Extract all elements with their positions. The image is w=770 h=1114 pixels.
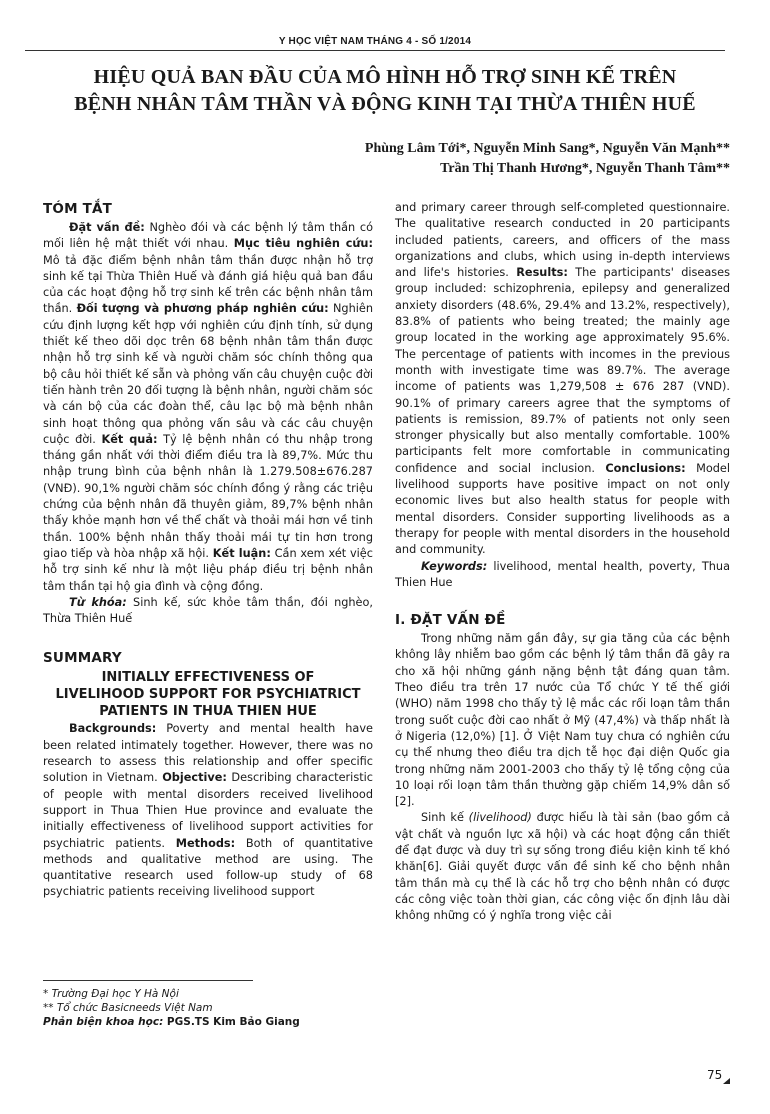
footnote-affiliation-2: ** Tổ chức Basicneeds Việt Nam	[43, 1002, 213, 1014]
english-title-line-2: LIVELIHOOD SUPPORT FOR PSYCHIATRICT	[55, 687, 361, 703]
label-muc-tieu: Mục tiêu nghiên cứu:	[233, 237, 373, 251]
tom-tat-heading: TÓM TẮT	[43, 201, 113, 217]
label-results: Results:	[516, 266, 568, 280]
summary-abstract-part-2	[395, 200, 730, 559]
authors-line-1: Phùng Lâm Tới*, Nguyễn Minh Sang*, Nguyễn Văn Mạnh**	[364, 141, 730, 156]
para2-italic-term: (livelihood)	[468, 811, 532, 825]
article-title-line-2: BỆNH NHÂN TÂM THẦN VÀ ĐỘNG KINH TẠI THỪA THIÊN HUẾ	[74, 93, 696, 115]
english-title	[43, 669, 373, 720]
label-ket-luan: Kết luận:	[212, 546, 271, 560]
summary-heading: SUMMARY	[43, 650, 122, 667]
running-header	[25, 34, 725, 54]
label-backgrounds: Backgrounds:	[69, 722, 157, 736]
article-title-line-1: HIỆU QUẢ BAN ĐẦU CỦA MÔ HÌNH HỖ TRỢ SINH KẾ TRÊN	[93, 66, 677, 88]
text-methods-left: Both of quantitative methods and qualitative method are using. The quantitative research used follow-up study of 68 psychiatric patients receiving livelihood support	[43, 836, 373, 899]
english-title-line-1: INITIALLY EFFECTIVENESS OF	[101, 670, 315, 686]
text-keywords: livelihood, mental health, poverty, Thua Thien Hue	[395, 559, 730, 589]
text-conclusions: Model livelihood supports have positive impact on not only economic lives but also health status for people with mental disorders. Consider supporting livelihoods as a therapy for people with mental disorders in the household and community.	[395, 461, 730, 557]
text-muc-tieu: Mô tả đặc điểm bệnh nhân tâm thần được nhận hỗ trợ sinh kế tại Thừa Thiên Huế và đánh giá hiệu quả ban đầu của các hoạt động hỗ trợ sinh kế trên các bệnh nhân tâm thần.	[43, 253, 373, 316]
text-objective: Describing characteristic of people with mental disorders received livelihood support in Thua Thien Hue province and evaluate the initially effectiveness of livelihood support activities for psychiatric patients.	[43, 771, 373, 850]
summary-abstract-part-1	[43, 721, 373, 900]
para2-rest: được hiểu là tài sản (bao gồm cả vật chất và nguồn lực xã hội) và các hoạt động cần thiết để đạt được và duy trì sự sống trong điều kiện kinh tế khó khăn[6]. Giải quyết được vấn đề sinh kế cho bệnh nhân tâm thần mà cụ thể là các hỗ trợ cho bệnh nhân có được các công việc toàn thời gian, các công việc ổn định lâu dài không những có ý nghĩa trong việc cải	[395, 811, 730, 923]
text-dat-van-de: Nghèo đói và các bệnh lý tâm thần có mối liên hệ mật thiết với nhau.	[43, 221, 373, 251]
tom-tat-keywords	[43, 595, 373, 628]
footnote-rule	[43, 980, 253, 981]
text-tu-khoa: Sinh kế, sức khỏe tâm thần, đói nghèo, Thừa Thiên Huế	[43, 595, 374, 626]
header-rule	[25, 50, 725, 51]
english-title-line-3: PATIENTS IN THUA THIEN HUE	[99, 704, 317, 720]
right-column	[395, 200, 730, 924]
label-dat-van-de: Đặt vấn đề:	[69, 221, 145, 234]
text-backgrounds: Poverty and mental health have been related intimately together. However, there was no research to assess this relationship and offer specific solution in Vietnam.	[43, 722, 373, 785]
label-keywords: Keywords:	[421, 559, 488, 573]
text-results: The participants' diseases group included: schizophrenia, epilepsy and generalized anxiety disorders (48.6%, 29.4% and 13.2%, respectively), 83.8% of patients who being treated; the mainly age group located in the working age approximately 95.6%. The percentage of patients with incomes in the previous month with investigate time was 89.7%. The average income of patients was 1,279,508 ± 676 287 (VND). 90.1% of primary careers agree that the symptoms of patients is remission, 89.7% of patients not only seen stronger physically but also mentally comfortable. 100% participants felt more comfortable in communicating confidence and social inclusion.	[395, 266, 730, 475]
section-1-heading: I. ĐẶT VẤN ĐỀ	[395, 612, 506, 629]
label-tu-khoa: Từ khóa:	[69, 595, 127, 609]
footnote-affiliation-1: * Trường Đại học Y Hà Nội	[43, 988, 179, 1000]
para2-start: Sinh kế	[421, 811, 469, 825]
page-corner-mark-icon	[723, 1078, 730, 1084]
label-doi-tuong: Đối tượng và phương pháp nghiên cứu:	[76, 302, 329, 316]
left-column	[43, 200, 373, 901]
reviewer-name: PGS.TS Kim Bảo Giang	[163, 1016, 300, 1028]
author-list	[365, 139, 730, 179]
reviewer-label: Phản biện khoa học:	[43, 1016, 164, 1028]
label-conclusions: Conclusions:	[605, 461, 686, 475]
article-title	[30, 64, 740, 118]
text-doi-tuong: Nghiên cứu định lượng kết hợp với nghiên cứu định tính, sử dụng thiết kế theo dõi dọc trên 68 bệnh nhân tâm thần được nhận hỗ trợ sinh kế và người chăm sóc chính thông qua bộ câu hỏi thiết kế sẵn và phỏng vấn câu chuyện cuộc đời tiến hành trên 20 đối tượng là bệnh nhân, người chăm sóc và cán bộ của các đoàn thể, câu lạc bộ mà bệnh nhân sinh hoạt thông qua phỏng vấn sâu và các câu chuyện cuộc đời.	[43, 302, 374, 446]
authors-line-2: Trần Thị Thanh Hương*, Nguyễn Thanh Tâm**	[440, 161, 730, 176]
journal-issue-title: Y HỌC VIỆT NAM THÁNG 4 - SỐ 1/2014	[278, 36, 472, 47]
footnotes	[43, 980, 373, 1029]
section-1-paragraph-2	[395, 810, 730, 924]
text-methods-right: and primary career through self-completed questionnaire. The qualitative research conducted in 20 participants included patients, careers, and officers of the mass organizations and clubs, which using in-depth interviews and life's histories.	[395, 201, 730, 280]
text-ket-qua: Tỷ lệ bệnh nhân có thu nhập trong tháng gần nhất với thời điểm điều tra là 89,7%. Mức thu nhập trung bình của bệnh nhân là 1.279.508±676.287 (VNĐ). 90,1% người chăm sóc chính đồng ý rằng các triệu chứng của bệnh nhân đã thuyên giảm, 89,7% bệnh nhân thấy khỏe mạnh hơn về thể chất và thoải mái hơn về tinh thần. 100% bệnh nhân thấy thoải mái tự tin hơn trong giao tiếp và hòa nhập xã hội.	[43, 432, 373, 560]
label-ket-qua: Kết quả:	[101, 432, 158, 446]
label-objective: Objective:	[162, 771, 227, 785]
scientific-reviewer	[43, 1015, 373, 1029]
summary-keywords	[395, 559, 730, 592]
section-1-paragraph-1: Trong những năm gần đây, sự gia tăng của các bệnh không lây nhiễm bao gồm các bệnh lý tâm thần đã gây ra cho xã hội những gánh nặng bệnh tật đáng quan tâm. Theo điều tra trên 17 nước của Tổ chức Y tế thế giới (WHO) năm 1998 cho thấy tỷ lệ mắc các rối loạn tâm thần trong suốt cuộc đời cao nhất ở Mỹ (47,4%) và thấp nhất là ở Nigeria (12,0%) [1]. Ở Việt Nam tuy chưa có nghiên cứu cụ thể nhưng theo điều tra dịch tễ học đại diện Quốc gia trong những năm 2001-2003 cho thấy tỷ lệ tổng cộng của 10 loại rối loạn tâm thần thường gặp chiếm 14,9% dân số [2].	[395, 632, 730, 809]
tom-tat-abstract	[43, 220, 373, 595]
text-ket-luan: Cần xem xét việc hỗ trợ sinh kế như là một liệu pháp điều trị bệnh nhân tâm thần tại hộ gia đình và cộng đồng.	[43, 546, 373, 593]
label-methods: Methods:	[175, 836, 236, 850]
page-number: 75	[707, 1068, 723, 1082]
